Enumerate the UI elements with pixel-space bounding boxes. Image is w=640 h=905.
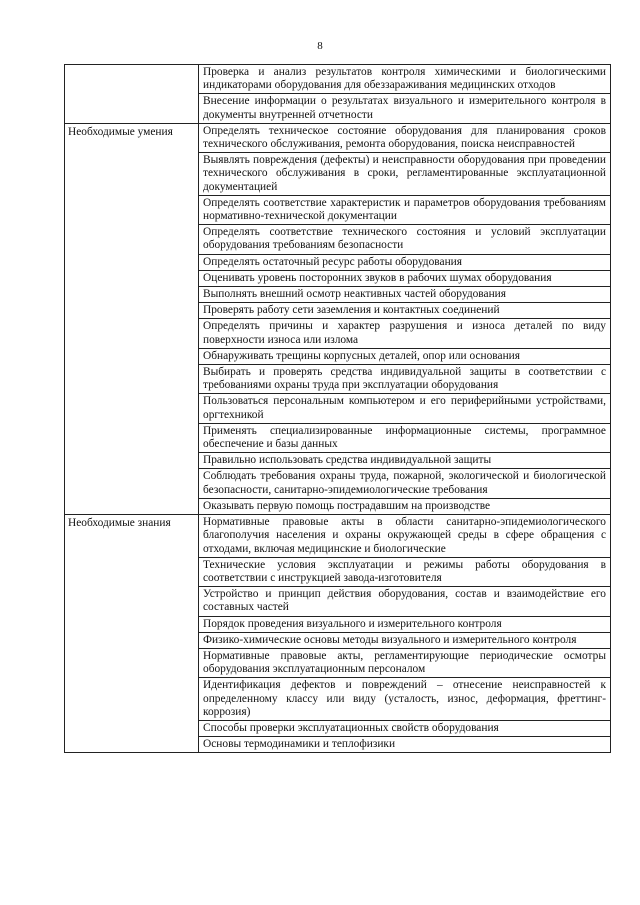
requirement-item: Технические условия эксплуатации и режимы работы оборудования в соответствии с инструкцией завода-изготовителя [199, 557, 611, 586]
section-label [65, 65, 199, 124]
requirement-item: Пользоваться персональным компьютером и его периферийными устройствами, оргтехникой [199, 394, 611, 423]
requirement-item: Выполнять внешний осмотр неактивных частей оборудования [199, 287, 611, 303]
table-row [65, 123, 611, 152]
requirement-item: Проверка и анализ результатов контроля химическими и биологическими индикаторами оборудования для обеззараживания медицинских отходов [199, 65, 611, 94]
requirement-item: Нормативные правовые акты в области санитарно-эпидемиологического благополучия населения и охраны окружающей среды в сфере обращения с отходами, включая медицинские и биологические [199, 515, 611, 558]
section-label: Необходимые умения [65, 123, 199, 514]
competency-table-body [65, 65, 611, 753]
requirement-item: Выбирать и проверять средства индивидуальной защиты в соответствии с требованиями охраны труда при эксплуатации оборудования [199, 365, 611, 394]
requirement-item: Определять причины и характер разрушения и износа деталей по виду поверхности износа или излома [199, 319, 611, 348]
requirement-item: Определять остаточный ресурс работы оборудования [199, 254, 611, 270]
requirement-item: Оценивать уровень посторонних звуков в рабочих шумах оборудования [199, 270, 611, 286]
requirement-item: Физико-химические основы методы визуального и измерительного контроля [199, 632, 611, 648]
requirement-item: Основы термодинамики и теплофизики [199, 737, 611, 753]
requirement-item: Способы проверки эксплуатационных свойств оборудования [199, 720, 611, 736]
requirement-item: Проверять работу сети заземления и контактных соединений [199, 303, 611, 319]
requirement-item: Определять техническое состояние оборудования для планирования сроков технического обслуживания, ремонта оборудования, поиска неисправностей [199, 123, 611, 152]
requirement-item: Правильно использовать средства индивидуальной защиты [199, 453, 611, 469]
requirement-item: Порядок проведения визуального и измерительного контроля [199, 616, 611, 632]
requirement-item: Определять соответствие технического состояния и условий эксплуатации оборудования требованиям безопасности [199, 225, 611, 254]
requirement-item: Внесение информации о результатах визуального и измерительного контроля в документы внутренней отчетности [199, 94, 611, 123]
requirement-item: Нормативные правовые акты, регламентирующие периодические осмотры оборудования эксплуатационным персоналом [199, 648, 611, 677]
competency-table [64, 64, 611, 753]
requirement-item: Выявлять повреждения (дефекты) и неисправности оборудования при проведении технического обслуживания в сроки, регламентированные эксплуатационной документацией [199, 153, 611, 196]
requirement-item: Соблюдать требования охраны труда, пожарной, экологической и биологической безопасности, санитарно-эпидемиологические требования [199, 469, 611, 498]
requirement-item: Применять специализированные информационные системы, программное обеспечение и базы данных [199, 423, 611, 452]
table-row [65, 65, 611, 94]
requirement-item: Оказывать первую помощь пострадавшим на производстве [199, 498, 611, 514]
requirement-item: Обнаруживать трещины корпусных деталей, опор или основания [199, 348, 611, 364]
section-label: Необходимые знания [65, 515, 199, 753]
requirement-item: Определять соответствие характеристик и параметров оборудования требованиям нормативно-технической документации [199, 195, 611, 224]
requirement-item: Идентификация дефектов и повреждений – отнесение неисправностей к определенному классу или виду (усталость, износ, деформация, фреттинг-коррозия) [199, 678, 611, 721]
page-number: 8 [317, 40, 323, 52]
table-row [65, 515, 611, 558]
requirement-item: Устройство и принцип действия оборудования, состав и взаимодействие его составных частей [199, 587, 611, 616]
